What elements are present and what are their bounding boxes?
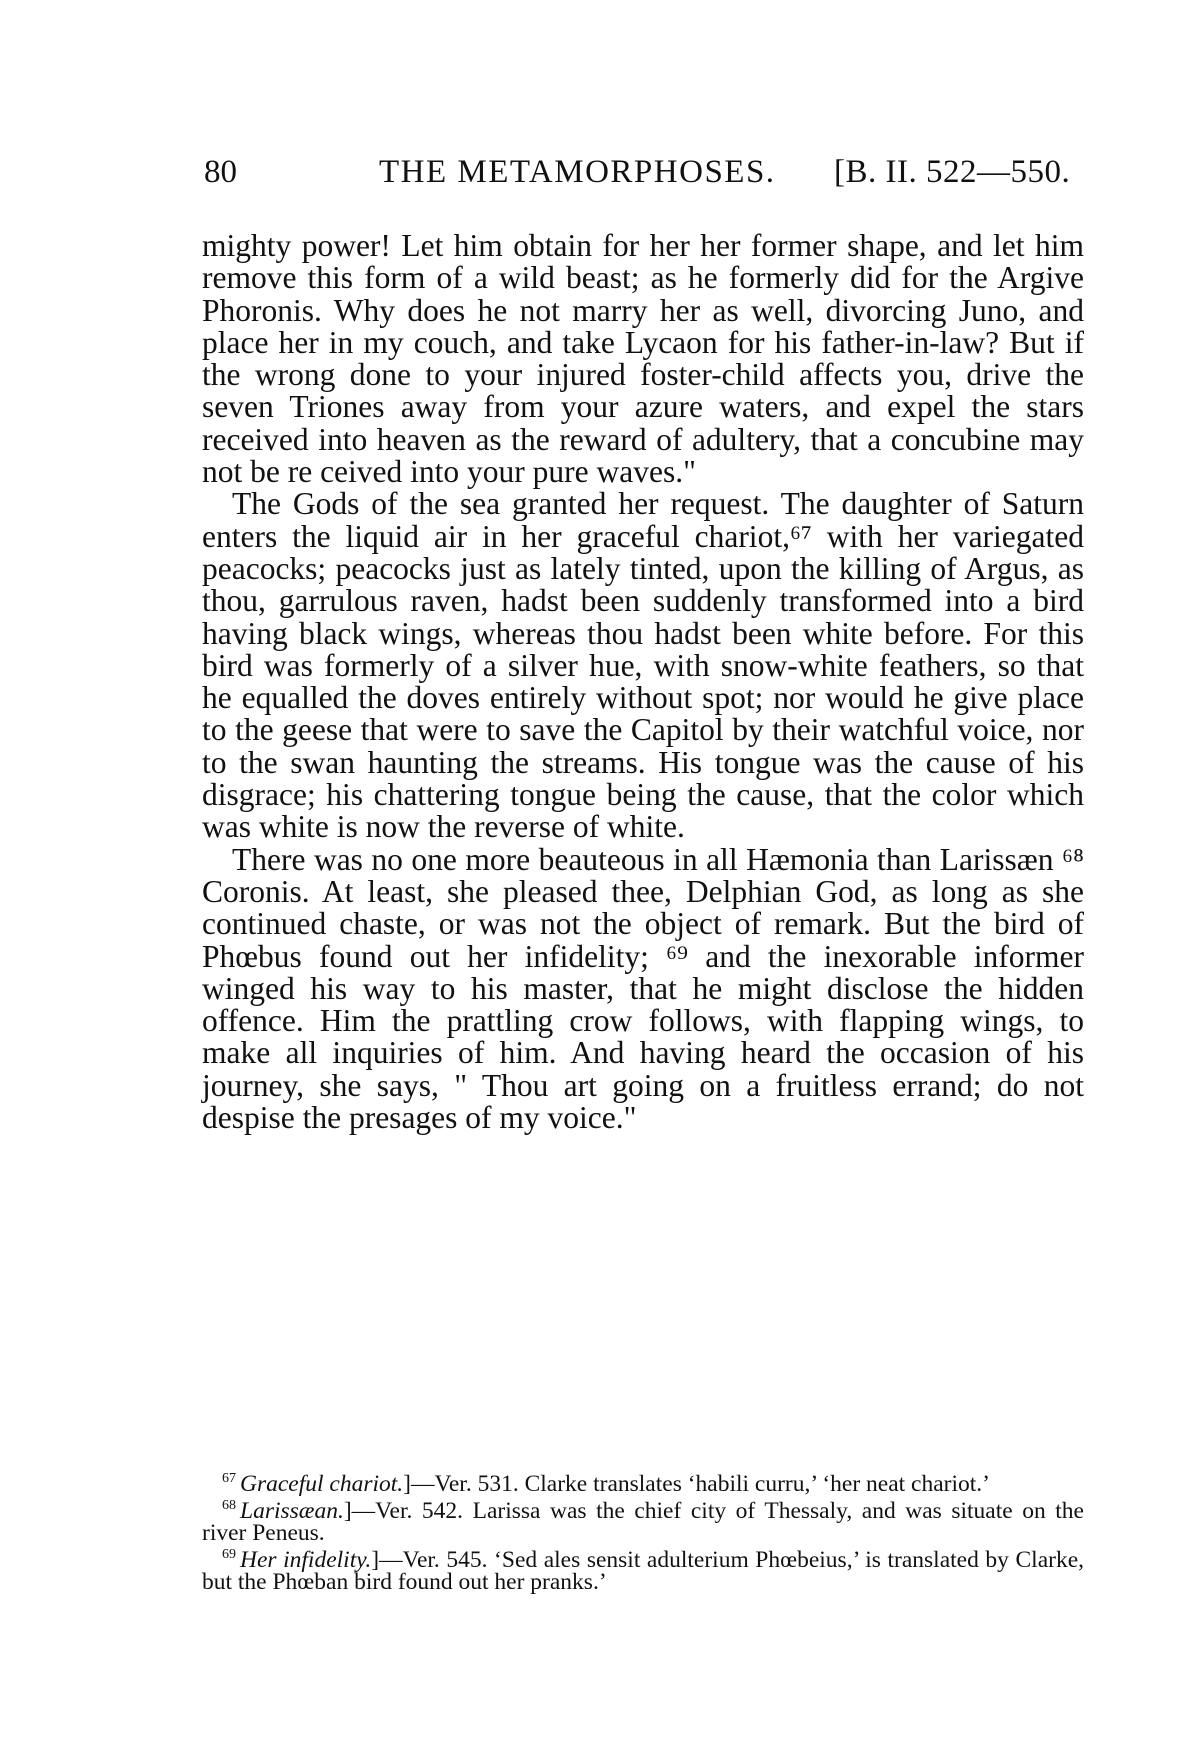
footnote-term: Her infidelity. <box>240 1547 372 1573</box>
footnote-text: ]—Ver. 542. Larissa was the chief city of Thessaly, and was situate on the river Peneus. <box>202 1498 1084 1546</box>
footnote-text: ]—Ver. 545. ‘Sed ales sensit adulterium Phœbeius,’ is translated by Clarke, but the Phœban bird found out her pranks.’ <box>202 1547 1085 1595</box>
footnote <box>202 1468 1084 1495</box>
main-text <box>202 230 1084 1134</box>
footnote <box>202 1495 1084 1544</box>
paragraph: There was no one more beauteous in all Hæmonia than Larissæn ⁶⁸ Coronis. At least, she pleased thee, Delphian God, as long as she continued chaste, or was not the object of remark. But the bird of Phœbus found out her infidelity; ⁶⁹ and the inexorable informer winged his way to his master, that he might disclose the hidden offence. Him the prattling crow follows, with flapping wings, to make all inquiries of him. And having heard the occasion of his journey, she says, " Thou art going on a fruitless errand; do not despise the presages of my voice." <box>202 841 1084 1136</box>
book-reference: [B. II. 522—550. <box>834 154 1071 190</box>
page-number: 80 <box>204 154 237 190</box>
footnote-number: 67 <box>222 1471 236 1486</box>
paragraph: mighty power! Let him obtain for her her former shape, and let him remove this form of a wild beast; as he formerly did for the Argive Phoronis. Why does he not marry her as well, divorcing Juno, and place her in my couch, and take Lycaon for his father-in-law? But if the wrong done to your injured foster-child affects you, drive the seven Triones away from your azure waters, and expel the stars received into heaven as the reward of adultery, that a concubine may not be re ceived into your pure waves." <box>202 228 1084 490</box>
footnotes <box>202 1468 1084 1593</box>
footnote-number: 68 <box>222 1498 236 1513</box>
paragraph: The Gods of the sea granted her request. The daughter of Saturn enters the liquid air in her graceful chariot,⁶⁷ with her variegated peacocks; peacocks just as lately tinted, upon the killing of Argus, as thou, garrulous raven, hadst been suddenly transformed into a bird having black wings, whereas thou hadst been white before. For this bird was formerly of a silver hue, with snow-white feathers, so that he equalled the doves entirely without spot; nor would he give place to the geese that were to save the Capitol by their watchful voice, nor to the swan haunting the streams. His tongue was the cause of his disgrace; his chattering tongue being the cause, that the color which was white is now the reverse of white. <box>202 486 1084 845</box>
footnote-number: 69 <box>222 1547 236 1562</box>
running-title: THE METAMORPHOSES. <box>379 154 776 190</box>
page-header <box>204 150 1084 194</box>
footnote-term: Graceful chariot. <box>240 1471 404 1497</box>
footnote <box>202 1544 1084 1593</box>
footnote-term: Larissæan. <box>240 1498 344 1524</box>
footnote-text: ]—Ver. 531. Clarke translates ‘habili curru,’ ‘her neat chariot.’ <box>403 1471 991 1497</box>
